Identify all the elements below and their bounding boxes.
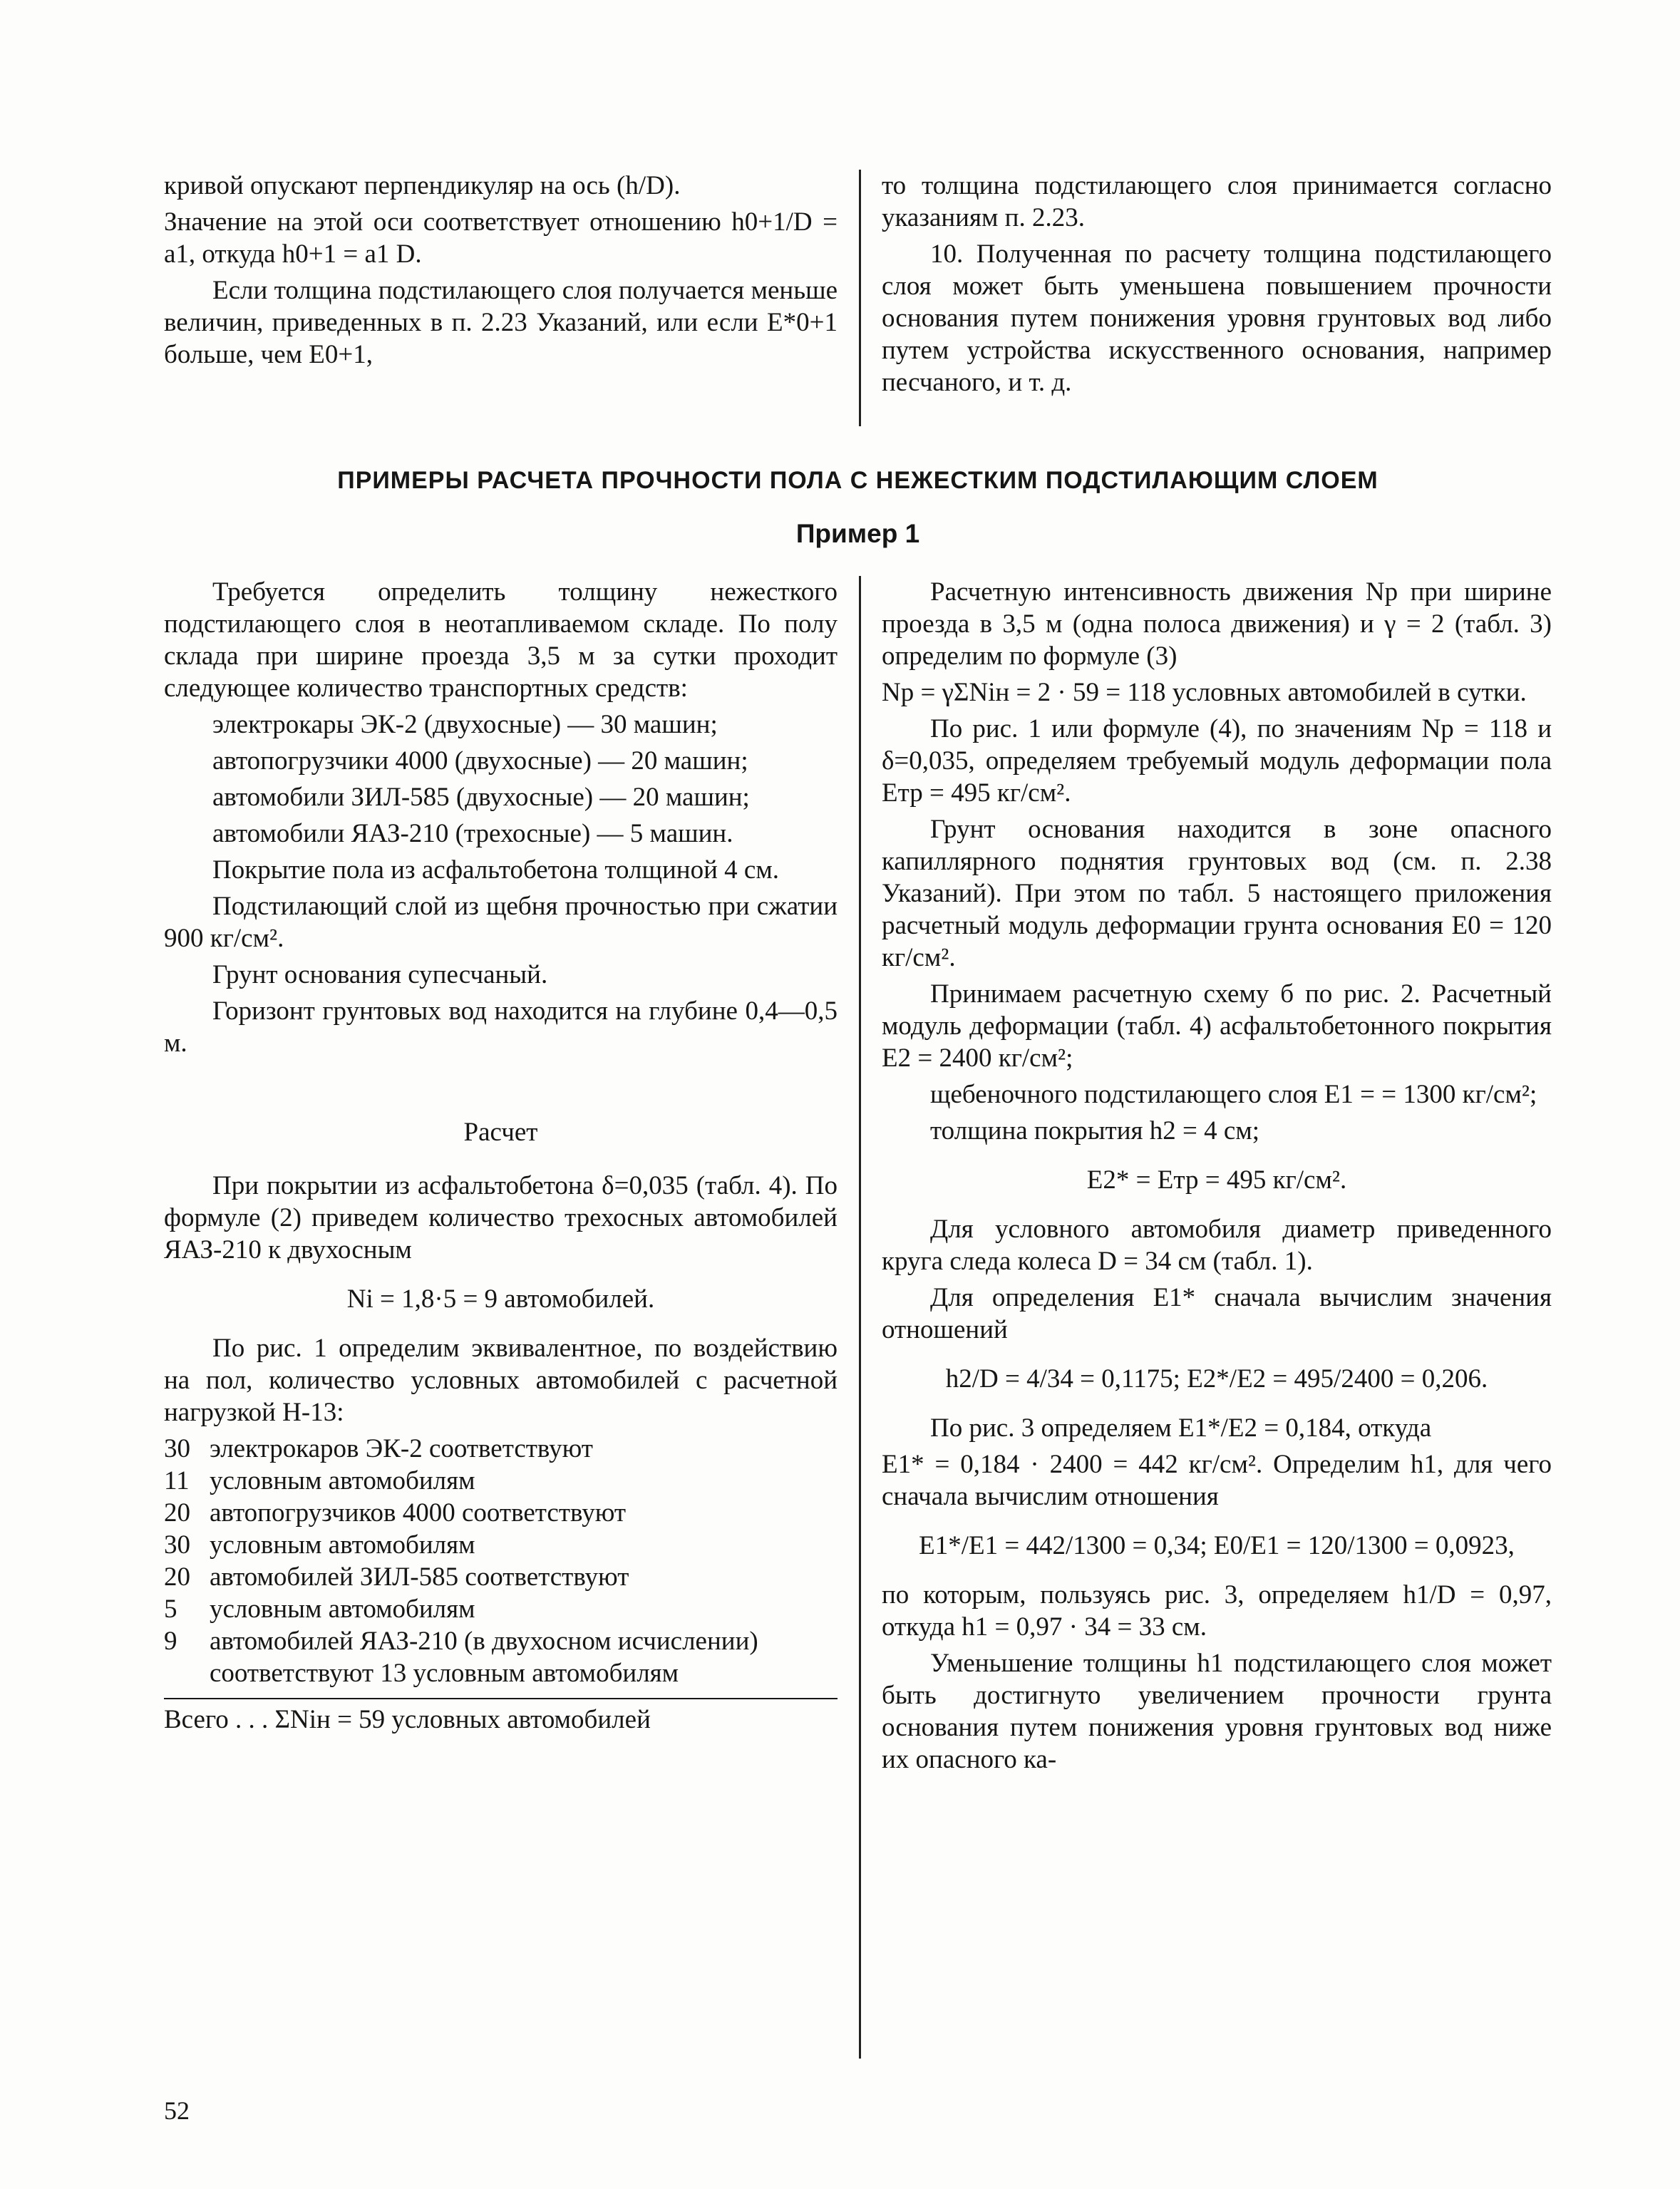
top-right-column	[882, 170, 1552, 403]
top-left-paragraph-1: кривой опускают перпендикуляр на ось (h/D).	[164, 171, 681, 200]
section-heading: ПРИМЕРЫ РАСЧЕТА ПРОЧНОСТИ ПОЛА С НЕЖЕСТКИМ ПОДСТИЛАЮЩИМ СЛОЕМ	[337, 467, 1378, 494]
right-paragraph: Для определения E1* сначала вычислим значения отношений	[882, 1283, 1552, 1344]
right-paragraph: Принимаем расчетную схему б по рис. 2. Расчетный модуль деформации (табл. 4) асфальтобетонного покрытия E2 = 2400 кг/см²;	[882, 979, 1552, 1073]
list-count: 30	[164, 1434, 190, 1463]
calc-title: Расчет	[463, 1118, 538, 1147]
cover-text: Покрытие пола из асфальтобетона толщиной 4 см.	[212, 855, 779, 885]
right-paragraph: толщина покрытия h2 = 4 см;	[930, 1116, 1260, 1145]
soil-text: Грунт основания супесчаный.	[212, 960, 548, 989]
task-intro: Требуется определить толщину нежесткого подстилающего слоя в неотапливаемом складе. По полу склада при ширине проезда 3,5 м за сутки проходит следующее количество транспортных средств:	[164, 577, 838, 703]
list-count: 5	[164, 1595, 177, 1624]
right-paragraph: Уменьшение толщины h1 подстилающего слоя может быть достигнуто увеличением прочности грунта основания путем понижения уровня грунтовых вод ниже их опасного ка-	[882, 1649, 1552, 1774]
column-divider-main	[859, 576, 861, 2059]
right-paragraph: Расчетную интенсивность движения Nр при ширине проезда в 3,5 м (одна полоса движения) и γ = 2 (табл. 3) определим по формуле (3)	[882, 577, 1552, 671]
list-text: условным автомобилям	[210, 1530, 475, 1560]
right-column	[882, 576, 1552, 1780]
right-paragraph: По рис. 1 или формуле (4), по значениям Nр = 118 и δ=0,035, определяем требуемый модуль деформации пола Eтр = 495 кг/см².	[882, 714, 1552, 808]
vehicle-item: электрокары ЭК-2 (двухосные) — 30 машин;	[212, 710, 718, 739]
list-item	[164, 1561, 838, 1593]
right-paragraph: E1* = 0,184 · 2400 = 442 кг/см². Определим h1, для чего сначала вычислим отношения	[882, 1450, 1552, 1511]
list-text: электрокаров ЭК-2 соответствуют	[210, 1434, 593, 1463]
list-text: условным автомобилям	[210, 1595, 475, 1624]
list-text: автомобилей ЗИЛ-585 соответствуют	[210, 1562, 629, 1592]
calc-paragraph-1: При покрытии из асфальтобетона δ=0,035 (табл. 4). По формуле (2) приведем количество трехосных автомобилей ЯАЗ-210 к двухосным	[164, 1171, 838, 1265]
top-left-paragraph-2: Значение на этой оси соответствует отношению h0+1/D = a1, откуда h0+1 = a1 D.	[164, 207, 838, 269]
list-item	[164, 1433, 838, 1465]
vehicle-item: автопогрузчики 4000 (двухосные) — 20 машин;	[212, 746, 748, 776]
right-paragraph: Грунт основания находится в зоне опасного капиллярного поднятия грунтовых вод (см. п. 2.38 Указаний). При этом по табл. 5 настоящего приложения расчетный модуль деформации грунта основания E0 = 120 кг/см².	[882, 815, 1552, 972]
page-number: 52	[164, 2096, 190, 2125]
list-count: 20	[164, 1498, 190, 1528]
left-column	[164, 576, 838, 1736]
right-formula-np: Nр = γΣNiн = 2 · 59 = 118 условных автомобилей в сутки.	[882, 678, 1527, 707]
list-text: автопогрузчиков 4000 соответствуют	[210, 1498, 627, 1528]
column-divider-top	[859, 170, 861, 426]
list-text: условным автомобилям	[210, 1466, 475, 1495]
right-paragraph: по которым, пользуясь рис. 3, определяем h1/D = 0,97, откуда h1 = 0,97 · 34 = 33 см.	[882, 1580, 1552, 1642]
list-text: автомобилей ЯАЗ-210 (в двухосном исчислении) соответствуют 13 условным автомобилям	[210, 1627, 758, 1688]
list-count: 11	[164, 1466, 190, 1495]
list-count: 30	[164, 1530, 190, 1560]
list-item	[164, 1529, 838, 1561]
top-right-paragraph-2: 10. Полученная по расчету толщина подстилающего слоя может быть уменьшена повышением прочности основания путем понижения уровня грунтовых вод либо путем устройства искусственного основания, например песчаного, и т. д.	[882, 239, 1552, 397]
right-paragraph: щебеночного подстилающего слоя E1 = = 1300 кг/см²;	[930, 1080, 1537, 1109]
right-paragraph: По рис. 3 определяем E1*/E2 = 0,184, откуда	[930, 1413, 1432, 1443]
top-left-column	[164, 170, 838, 375]
right-formula-ratios-2: E1*/E1 = 442/1300 = 0,34; E0/E1 = 120/1300 = 0,0923,	[919, 1531, 1515, 1560]
list-item	[164, 1625, 838, 1689]
top-right-paragraph-1: то толщина подстилающего слоя принимается согласно указаниям п. 2.23.	[882, 171, 1552, 232]
total-line: Всего . . . ΣNiн = 59 условных автомобилей	[164, 1698, 838, 1736]
right-formula-e2: E2* = Eтр = 495 кг/см².	[1086, 1165, 1347, 1195]
right-formula-ratios-1: h2/D = 4/34 = 0,1175; E2*/E2 = 495/2400 = 0,206.	[945, 1364, 1488, 1394]
vehicle-item: автомобили ЗИЛ-585 (двухосные) — 20 машин;	[212, 783, 750, 812]
calc-formula: Ni = 1,8·5 = 9 автомобилей.	[346, 1284, 655, 1314]
layer-text: Подстилающий слой из щебня прочностью при сжатии 900 кг/см².	[164, 892, 838, 953]
list-item	[164, 1465, 838, 1497]
list-count: 20	[164, 1562, 190, 1592]
vehicle-item: автомобили ЯАЗ-210 (трехосные) — 5 машин.	[212, 819, 733, 848]
list-count: 9	[164, 1627, 177, 1656]
right-paragraph: Для условного автомобиля диаметр приведенного круга следа колеса D = 34 см (табл. 1).	[882, 1215, 1552, 1276]
list-item	[164, 1593, 838, 1625]
top-left-paragraph-3: Если толщина подстилающего слоя получается меньше величин, приведенных в п. 2.23 Указаний, или если E*0+1 больше, чем E0+1,	[164, 276, 838, 369]
example-title: Пример 1	[795, 519, 920, 548]
water-text: Горизонт грунтовых вод находится на глубине 0,4—0,5 м.	[164, 996, 838, 1058]
calc-paragraph-2: По рис. 1 определим эквивалентное, по воздействию на пол, количество условных автомобилей с расчетной нагрузкой Н-13:	[164, 1334, 838, 1427]
equivalence-list	[164, 1433, 838, 1689]
list-item	[164, 1497, 838, 1529]
